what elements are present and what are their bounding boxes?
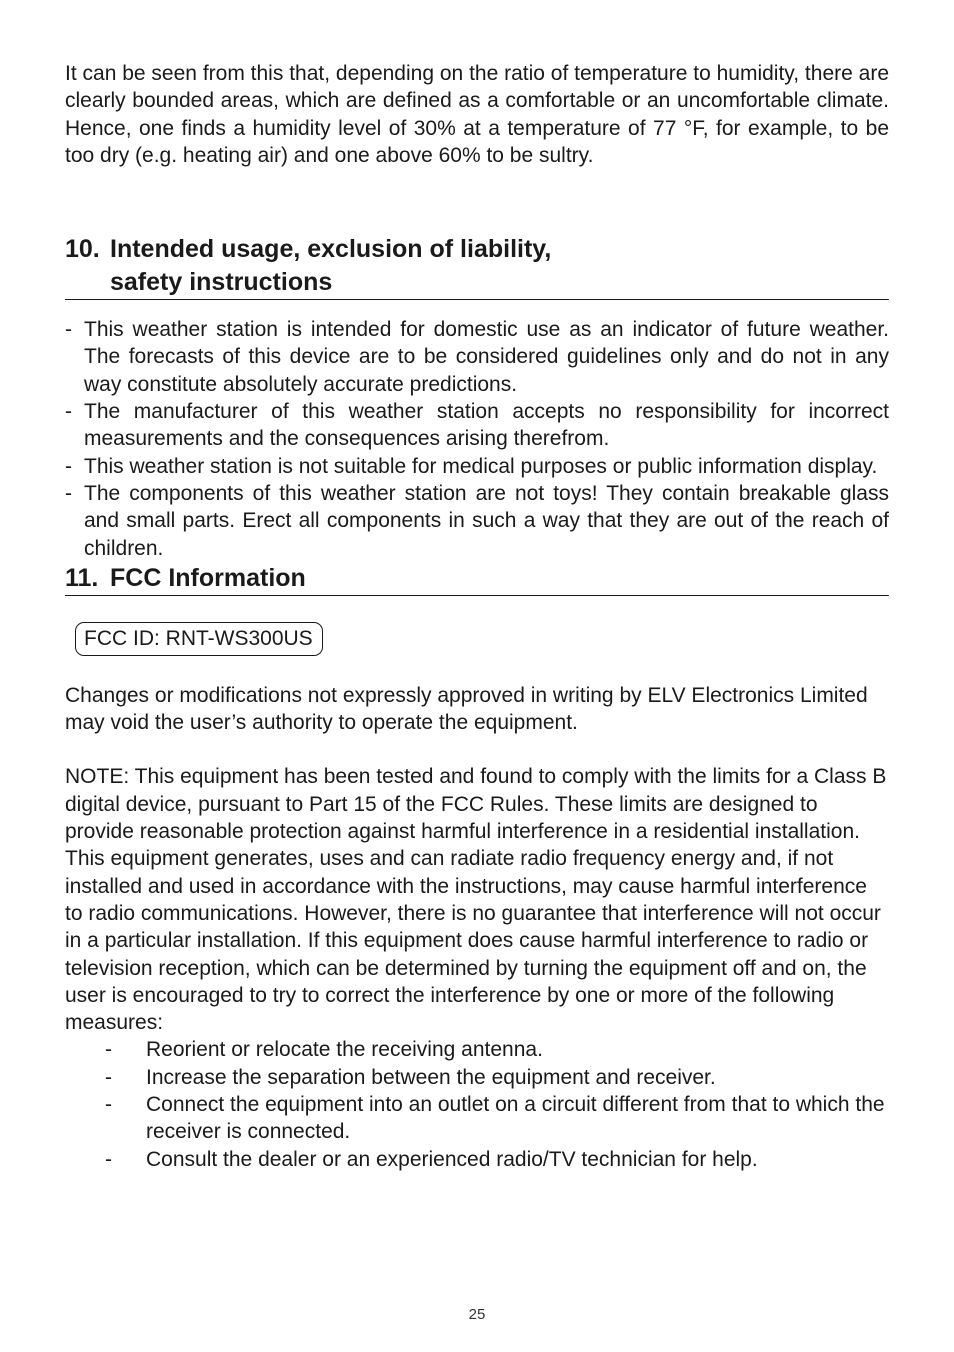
section-10-number: 10. [65, 235, 100, 264]
section-10-title [110, 233, 889, 299]
manual-page [65, 60, 889, 1173]
intro-paragraph: It can be seen from this that, depending on the ratio of temperature to humidity, there are clearly bounded areas, which are defined as a comfortable or an uncomfortable climate. Hence, one finds a humidity level of 30% at a temperature of 77 °F, for example, to be too dry (e.g. heating air) and one above 60% to be sultry. [65, 62, 889, 167]
section-11-heading [65, 562, 889, 596]
list-item-text: Reorient or relocate the receiving antenna. [146, 1038, 543, 1062]
list-item [65, 1036, 889, 1063]
bullet-dash: - [65, 481, 72, 505]
list-item-text: Increase the separation between the equipment and receiver. [146, 1065, 716, 1089]
list-item [65, 480, 889, 562]
page-number: 25 [468, 1306, 486, 1323]
section-11-number: 11. [65, 563, 99, 592]
list-item [65, 398, 889, 453]
section-10-heading [65, 233, 889, 300]
list-item-text: This weather station is not suitable for medical purposes or public information display. [84, 454, 878, 478]
fcc-id-box: FCC ID: RNT-WS300US [75, 622, 323, 656]
bullet-dash: - [65, 454, 72, 478]
list-item-text: Connect the equipment into an outlet on a circuit different from that to which the receiver is connected. [146, 1093, 885, 1144]
list-item-text: The manufacturer of this weather station accepts no responsibility for incorrect measurements and the consequences arising therefrom. [84, 400, 889, 451]
changes-paragraph: Changes or modifications not expressly approved in writing by ELV Electronics Limited may void the user’s authority to operate the equipment. [65, 683, 868, 735]
bullet-dash: - [65, 400, 72, 424]
list-item-text: The components of this weather station are not toys! They contain breakable glass and small parts. Erect all components in such a way that they are out of the reach of children. [84, 481, 889, 560]
safety-instructions-list [65, 316, 889, 562]
section-11-title: FCC Information [110, 563, 306, 592]
list-item [65, 1064, 889, 1091]
bullet-dash: - [65, 318, 72, 342]
section-10-title-line2: safety instructions [110, 268, 333, 297]
bullet-dash: - [105, 1093, 112, 1117]
list-item-text: This weather station is intended for domestic use as an indicator of future weather. The forecasts of this device are to be considered guidelines only and do not in any way constitute absolutely accurate predictions. [84, 318, 889, 396]
bullet-dash: - [105, 1065, 112, 1089]
list-item [65, 1091, 889, 1146]
list-item [65, 1146, 889, 1173]
list-item [65, 453, 889, 480]
section-10-title-line1: Intended usage, exclusion of liability, [110, 235, 552, 264]
interference-measures-list [65, 1036, 889, 1172]
note-paragraph: NOTE: This equipment has been tested and found to comply with the limits for a Class B digital device, pursuant to Part 15 of the FCC Rules. These limits are designed to provide reasonable protection against harmful interference in a residential installation. This equipment generates, uses and can radiate radio frequency energy and, if not installed and used in accordance with the instructions, may cause harmful interference to radio communications. However, there is no guarantee that interference will not occur in a particular installation. If this equipment does cause harmful interference to radio or television reception, which can be determined by turning the equipment off and on, the user is encouraged to try to correct the interference by one or more of the following measures: [65, 765, 887, 1035]
list-item-text: Consult the dealer or an experienced radio/TV technician for help. [146, 1147, 758, 1171]
bullet-dash: - [105, 1038, 112, 1062]
bullet-dash: - [105, 1147, 112, 1171]
list-item [65, 316, 889, 398]
